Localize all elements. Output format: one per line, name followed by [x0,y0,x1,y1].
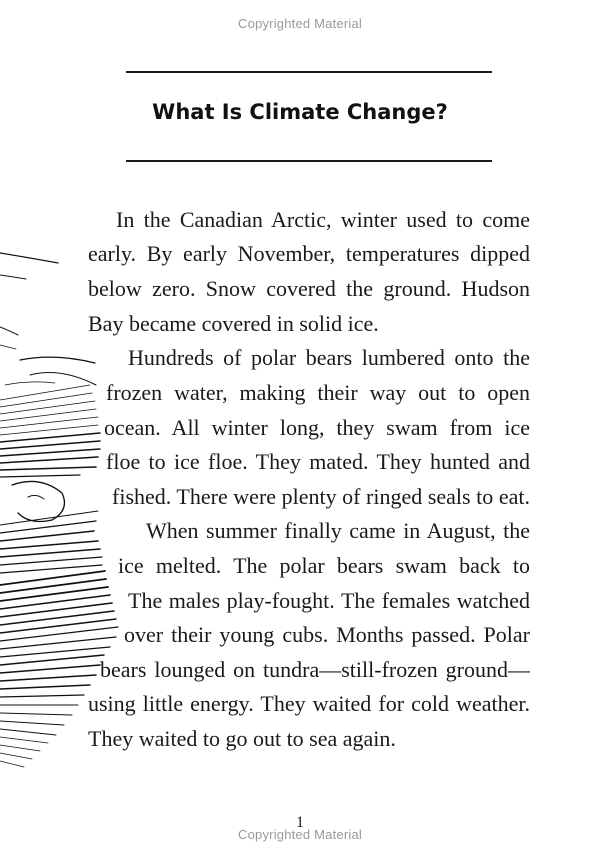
text-line: early. By early November, temperatures dipped [88,241,530,266]
text-line: floe to ice floe. They mated. They hunted and [106,449,530,474]
text-line: fished. There were plenty of ringed seals to eat. [112,484,530,509]
text-line: Bay became covered in solid ice. [88,311,379,336]
copyright-watermark-bottom: Copyrighted Material [238,827,362,842]
text-line: below zero. Snow covered the ground. Hudson [88,276,530,301]
copyright-watermark-top: Copyrighted Material [238,16,362,31]
text-line: Hundreds of polar bears lumbered onto the [128,345,530,370]
text-line: frozen water, making their way out to open [106,380,530,405]
text-line: bears lounged on tundra—still-frozen ground— [100,657,530,682]
text-line: The males play-fought. The females watched [128,588,530,613]
text-line: They waited to go out to sea again. [88,726,396,751]
text-line: ocean. All winter long, they swam from ice [104,415,530,440]
text-line: using little energy. They waited for cold weather. [88,691,530,716]
text-line: over their young cubs. Months passed. Polar [124,622,530,647]
page-number: 1 [296,814,304,831]
text-line: When summer finally came in August, the [146,518,530,543]
chapter-title: What Is Climate Change? [152,100,448,124]
text-line: ice melted. The polar bears swam back to [118,553,530,578]
text-line: In the Canadian Arctic, winter used to come [116,207,530,232]
